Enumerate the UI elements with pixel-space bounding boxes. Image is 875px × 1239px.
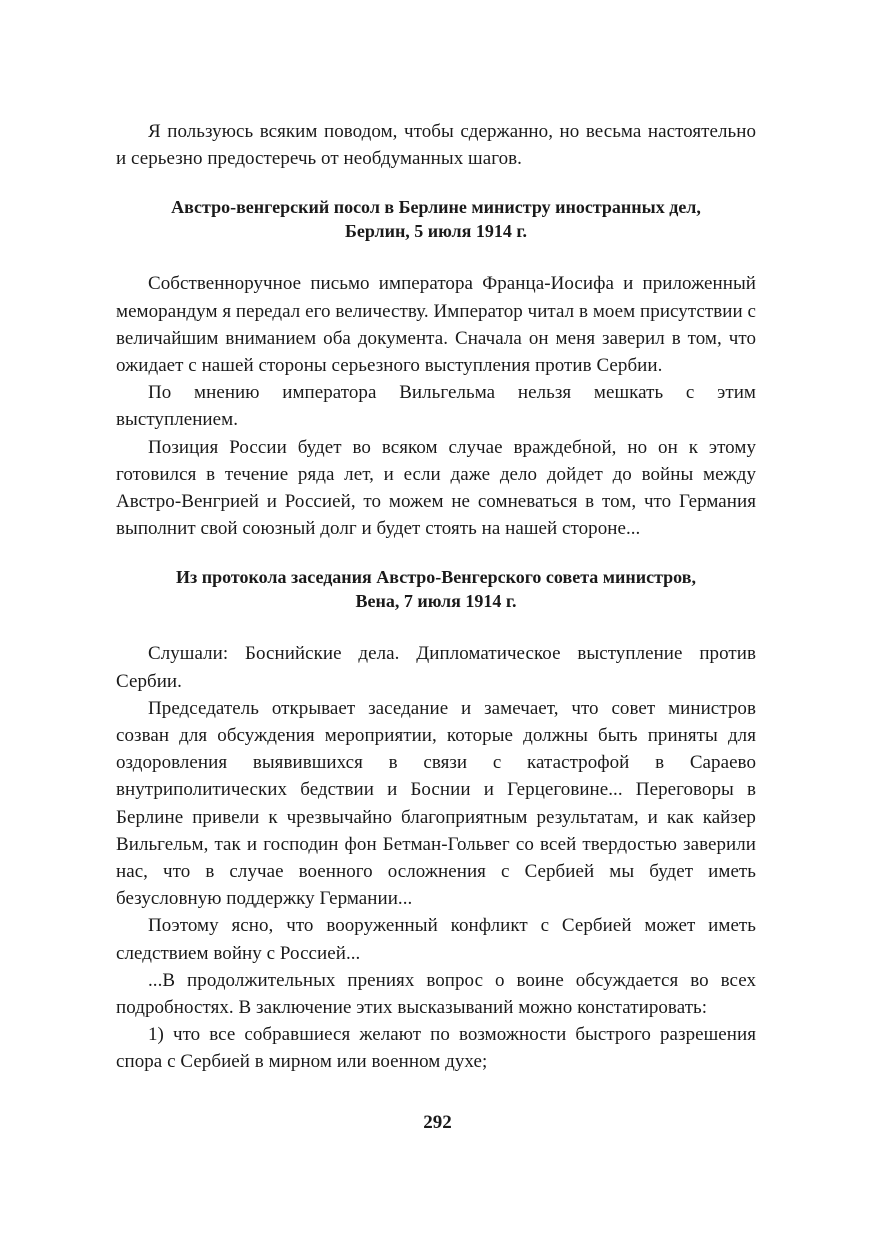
paragraph: ...В продолжительных прениях вопрос о воине обсуждается во всех подробностях. В заключение этих высказываний можно констатировать:	[116, 969, 756, 1019]
heading-line: Из протокола заседания Австро-Венгерского совета министров,	[176, 567, 696, 588]
paragraph: По мнению императора Вильгельма нельзя мешкать с этим выступлением.	[116, 382, 756, 431]
section-heading	[116, 195, 756, 243]
paragraph: Слушали: Боснийские дела. Дипломатическое выступление против Сербии.	[116, 643, 756, 692]
page-number: 292	[423, 1112, 452, 1133]
heading-line: Вена, 7 июля 1914 г.	[355, 591, 517, 612]
heading-line: Австро-венгерский посол в Берлине министру иностранных дел,	[171, 197, 701, 218]
paragraph: Я пользуюсь всяким поводом, чтобы сдержанно, но весьма настоятельно и серьезно предостеречь от необдуманных шагов.	[116, 121, 756, 170]
paragraph: 1) что все собравшиеся желают по возможности быстрого разрешения спора с Сербией в мирном или военном духе;	[116, 1024, 756, 1073]
paragraph: Поэтому ясно, что вооруженный конфликт с Сербией может иметь следствием войну с Россией...	[116, 915, 756, 964]
paragraph: Председатель открывает заседание и замечает, что совет министров созван для обсуждения мероприятии, которые должны быть приняты для оздоровления выявившихся в связи с катастрофой в Сараево внутриполитических бедствии и Боснии и Герцеговине... Переговоры в Берлине привели к чрезвычайно благоприятным результатам, и как кайзер Вильгельм, так и господин фон Бетман-Гольвег со всей твердостью заверили нас, что в случае военного осложнения с Сербией мы будет иметь безусловную поддержку Германии...	[116, 697, 756, 910]
intro-section	[116, 118, 756, 172]
paragraph: Собственноручное письмо императора Франца-Иосифа и приложенный меморандум я передал его величеству. Император читал в моем присутствии с величайшим вниманием оба документа. Сначала он меня заверил в том, что ожидает с нашей стороны серьезного выступления против Сербии.	[116, 273, 756, 377]
document-page	[116, 118, 756, 1076]
section-heading	[116, 565, 756, 613]
heading-line: Берлин, 5 июля 1914 г.	[345, 221, 527, 242]
protocol-section	[116, 565, 756, 1075]
ambassador-section	[116, 195, 756, 542]
paragraph: Позиция России будет во всяком случае враждебной, но он к этому готовился в течение ряда лет, и если даже дело дойдет до войны между Австро-Венгрией и Россией, то можем не сомневаться в том, что Германия выполнит свой союзный долг и будет стоять на нашей стороне...	[116, 436, 756, 540]
